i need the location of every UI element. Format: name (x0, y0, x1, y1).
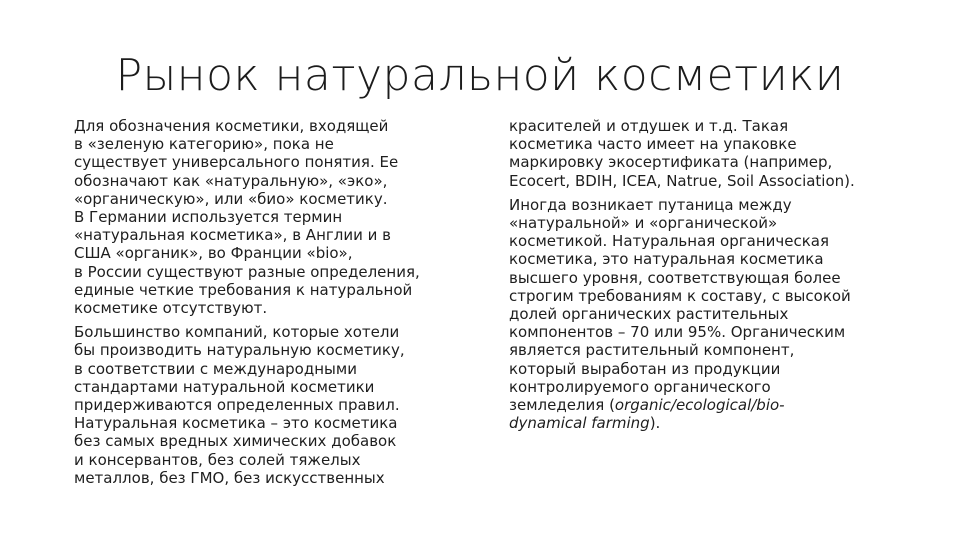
slide-title: Рынок натуральной косметики (115, 50, 845, 101)
left-column (74, 117, 478, 493)
left-paragraph-1: Для обозначения косметики, входящей в «зеленую категорию», пока не существует универсального понятия. Ее обозначают как «натуральную», «эко», «органическую», или «био» косметику. В Германии используется термин «натуральная косметика», в Англии и в США «органик», во Франции «bio», в России существуют разные определения, единые четкие требования к натуральной косметике отсутствуют. (74, 117, 420, 318)
right-paragraph-2-tail: ). (649, 414, 661, 433)
right-paragraph-2 (509, 196, 921, 433)
right-paragraph-1: красителей и отдушек и т.д. Такая косметика часто имеет на упаковке маркировку экосертификата (например, Ecocert, BDIH, ICEA, Natrue, Soil Association). (509, 117, 855, 190)
right-paragraph-2-lead: Иногда возникает путаница между «натуральной» и «органической» косметикой. Натуральная органическая косметика, это натуральная косметика высшего уровня, соответствующая более строгим требованиям к составу, с высокой долей органических растительных компонентов – 70 или 95%. Органическим является растительный компонент, который выработан из продукции контролируемого органического земледелия ( (509, 195, 851, 415)
right-paragraph-2-italic: organic/ecological/bio- dynamical farming (509, 396, 785, 433)
right-column (509, 117, 921, 438)
left-paragraph-2: Большинство компаний, которые хотели бы производить натуральную косметику, в соответствии с международными стандартами натуральной косметики придерживаются определенных правил. Натуральная косметика – это косметика без самых вредных химических добавок и консервантов, без солей тяжелых металлов, без ГМО, без искусственных (74, 323, 405, 487)
